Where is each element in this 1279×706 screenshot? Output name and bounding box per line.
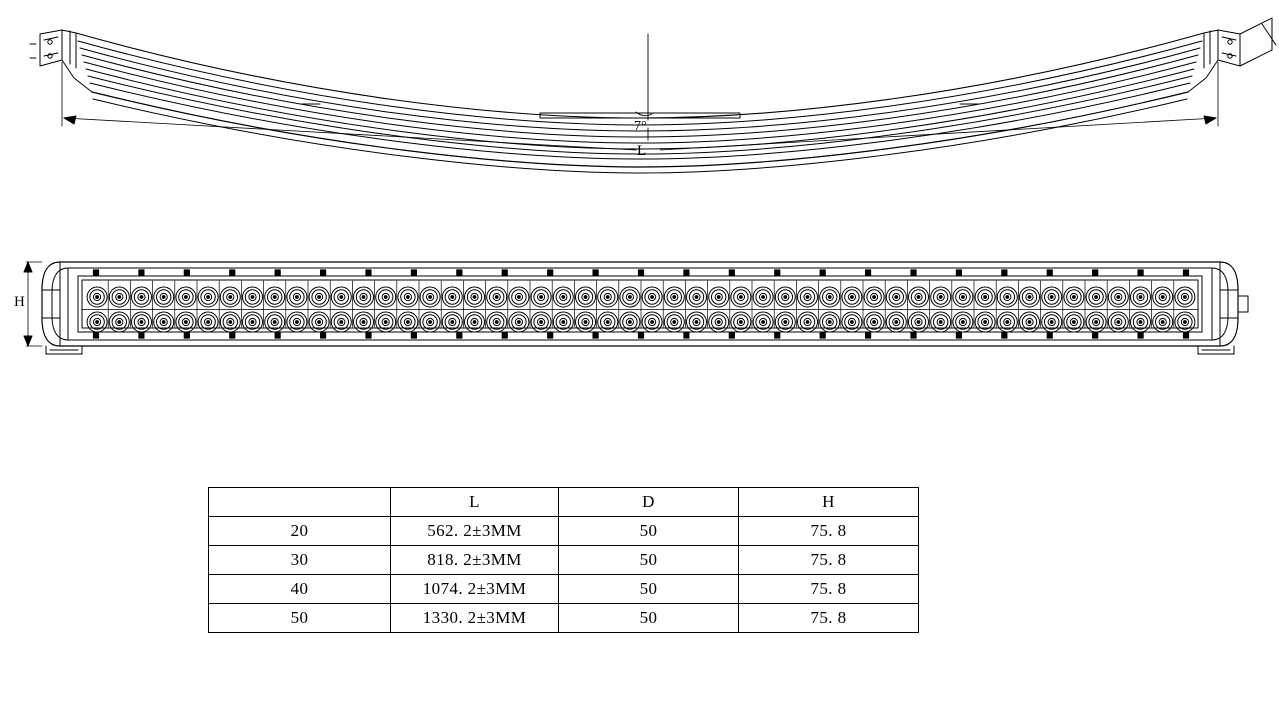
table-row xyxy=(209,604,919,633)
table-cell-h: 75. 8 xyxy=(739,575,919,604)
table-cell-size: 20 xyxy=(209,517,391,546)
length-symbol-label: L xyxy=(637,143,647,159)
table-cell-size: 50 xyxy=(209,604,391,633)
table-row xyxy=(209,546,919,575)
table-cell-l: 1330. 2±3MM xyxy=(391,604,559,633)
table-cell-l: 1074. 2±3MM xyxy=(391,575,559,604)
table-header-cell-h: H xyxy=(739,488,919,517)
table-header-row xyxy=(209,488,919,517)
table-row xyxy=(209,575,919,604)
front-view-led-bar xyxy=(24,262,1248,354)
table-cell-d: 50 xyxy=(559,604,739,633)
table-cell-h: 75. 8 xyxy=(739,517,919,546)
table-header-cell-size xyxy=(209,488,391,517)
table-header-cell-l: L xyxy=(391,488,559,517)
led-array xyxy=(82,281,1198,332)
table-cell-d: 50 xyxy=(559,546,739,575)
height-symbol-label: H xyxy=(14,294,25,310)
angle-annotation: 7° xyxy=(634,119,647,134)
specification-table xyxy=(208,487,919,633)
table-cell-size: 30 xyxy=(209,546,391,575)
table-cell-l: 562. 2±3MM xyxy=(391,517,559,546)
table-cell-d: 50 xyxy=(559,575,739,604)
table-cell-h: 75. 8 xyxy=(739,604,919,633)
table-header-cell-d: D xyxy=(559,488,739,517)
table-cell-d: 50 xyxy=(559,517,739,546)
table-row xyxy=(209,517,919,546)
table-cell-l: 818. 2±3MM xyxy=(391,546,559,575)
top-view-curved-bar xyxy=(30,18,1276,173)
table-cell-size: 40 xyxy=(209,575,391,604)
table-cell-h: 75. 8 xyxy=(739,546,919,575)
